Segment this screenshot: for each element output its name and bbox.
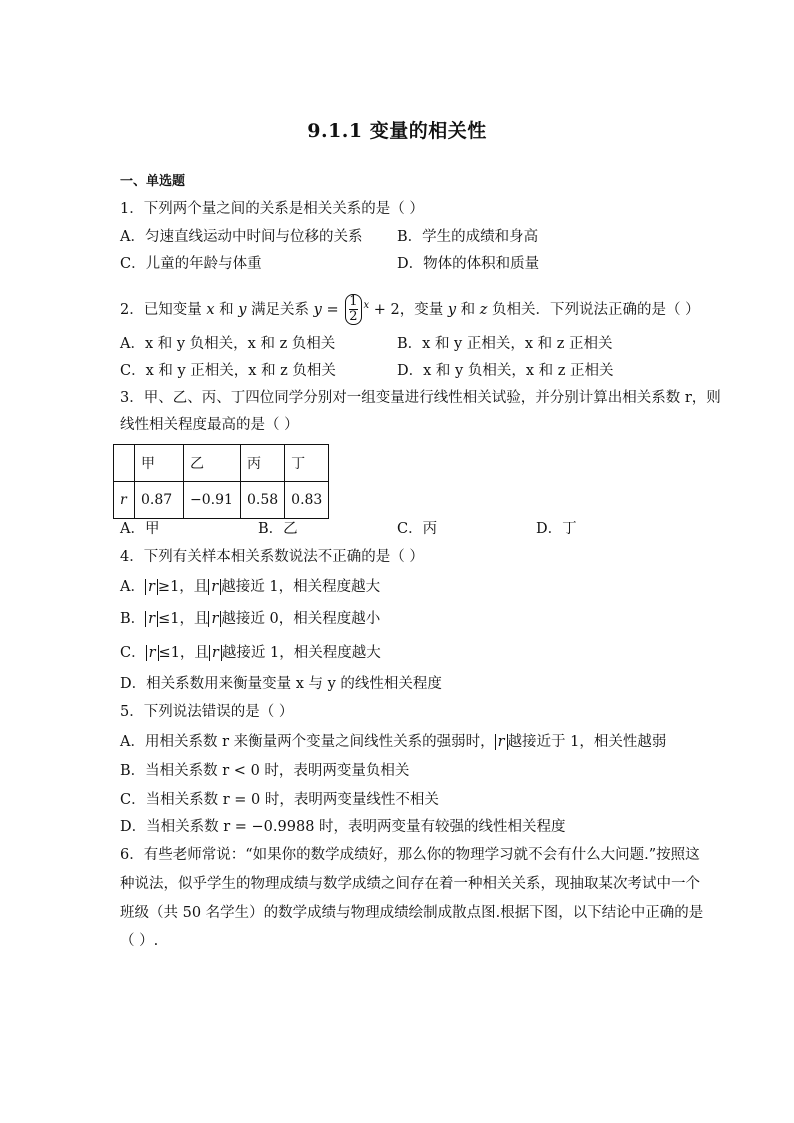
correlation-table bbox=[113, 444, 329, 519]
q2-stem-part: + 2，变量 bbox=[373, 301, 444, 318]
q1-option-b: B．学生的成绩和身高 bbox=[397, 229, 539, 245]
q5-option-b: B．当相关系数 r < 0 时，表明两变量负相关 bbox=[120, 763, 410, 779]
table-header-cell: 甲 bbox=[135, 445, 184, 482]
table-row bbox=[114, 482, 329, 519]
q4-option-b bbox=[120, 609, 380, 629]
table-cell: −0.91 bbox=[184, 482, 241, 519]
q2-stem-part: 2．已知变量 bbox=[120, 301, 202, 318]
option-letter: B． bbox=[120, 611, 146, 627]
fraction-denominator: 2 bbox=[349, 309, 358, 325]
exponent-x: x bbox=[363, 300, 370, 311]
option-text: ≥1，且 bbox=[157, 579, 209, 595]
q3-stem-line2: 线性相关程度最高的是（ ） bbox=[120, 417, 299, 433]
q6-line2: 种说法，似乎学生的物理成绩与数学成绩之间存在着一种相关关系，现抽取某次考试中一个 bbox=[120, 876, 700, 892]
q3-option-d: D．丁 bbox=[536, 521, 577, 537]
q4-stem: 4．下列有关样本相关系数说法不正确的是（ ） bbox=[120, 549, 424, 565]
fraction-numerator: 1 bbox=[349, 294, 358, 310]
q6-line1: 6．有些老师常说：“如果你的数学成绩好，那么你的物理学习就不会有什么大问题.”按照这 bbox=[120, 847, 700, 863]
q6-line4: （ ）. bbox=[120, 933, 159, 949]
q2-stem-part: 满足关系 bbox=[251, 301, 310, 318]
option-letter: C． bbox=[120, 645, 146, 661]
option-text: 越接近 1，相关程度越大 bbox=[221, 645, 381, 661]
option-text: 越接近 1，相关程度越大 bbox=[221, 579, 381, 595]
q2-option-c: C．x 和 y 正相关，x 和 z 负相关 bbox=[120, 363, 336, 379]
abs-r: r bbox=[208, 611, 221, 627]
q4-option-d: D．相关系数用来衡量变量 x 与 y 的线性相关程度 bbox=[120, 676, 442, 692]
fraction-half bbox=[345, 294, 361, 325]
option-text: 越接近于 1，相关性越弱 bbox=[507, 734, 667, 750]
option-letter: A． bbox=[120, 579, 145, 595]
option-text: 越接近 0，相关程度越小 bbox=[221, 611, 381, 627]
q3-option-c: C．丙 bbox=[397, 521, 438, 537]
abs-r: r bbox=[209, 645, 222, 661]
var-y: y bbox=[238, 301, 247, 318]
table-cell: 0.83 bbox=[285, 482, 329, 519]
q1-option-a: A．匀速直线运动中时间与位移的关系 bbox=[120, 229, 363, 245]
table-header-row bbox=[114, 445, 329, 482]
page-title: 9.1.1 变量的相关性 bbox=[307, 120, 487, 142]
option-text: ≤1，且 bbox=[158, 611, 209, 627]
q5-stem: 5．下列说法错误的是（ ） bbox=[120, 704, 294, 720]
q2-option-a: A．x 和 y 负相关，x 和 z 负相关 bbox=[120, 336, 336, 352]
table-cell bbox=[114, 445, 135, 482]
table-cell: 0.87 bbox=[135, 482, 184, 519]
table-header-cell: 乙 bbox=[184, 445, 241, 482]
q6-line3: 班级（共 50 名学生）的数学成绩与物理成绩绘制成散点图.根据下图，以下结论中正确的是 bbox=[120, 905, 704, 921]
q1-option-d: D．物体的体积和质量 bbox=[397, 256, 540, 272]
q2-option-b: B．x 和 y 正相关，x 和 z 正相关 bbox=[397, 336, 613, 352]
equation-lhs: y = bbox=[313, 301, 339, 318]
abs-r: r bbox=[146, 645, 159, 661]
abs-r: r bbox=[208, 579, 221, 595]
option-text: ≤1，且 bbox=[158, 645, 209, 661]
q4-option-a bbox=[120, 577, 380, 597]
q5-option-c: C．当相关系数 r = 0 时，表明两变量线性不相关 bbox=[120, 792, 439, 808]
q2-stem bbox=[120, 290, 700, 326]
abs-r: r bbox=[145, 611, 158, 627]
q3-stem-line1: 3．甲、乙、丙、丁四位同学分别对一组变量进行线性相关试验，并分别计算出相关系数 r，则 bbox=[120, 390, 721, 406]
q5-option-a bbox=[120, 732, 666, 752]
q3-option-b: B．乙 bbox=[258, 521, 298, 537]
option-text: A．用相关系数 r 来衡量两个变量之间线性关系的强弱时， bbox=[120, 734, 495, 750]
abs-r: r bbox=[495, 734, 508, 750]
q2-stem-part: 和 bbox=[460, 301, 476, 318]
q5-option-d: D．当相关系数 r = −0.9988 时，表明两变量有较强的线性相关程度 bbox=[120, 819, 566, 835]
table-row-label: r bbox=[114, 482, 135, 519]
table-cell: 0.58 bbox=[241, 482, 285, 519]
q4-option-c bbox=[120, 643, 381, 663]
q2-stem-part: 和 bbox=[219, 301, 234, 318]
q2-stem-part: 负相关．下列说法正确的是（ ） bbox=[492, 301, 700, 318]
q1-stem: 1．下列两个量之间的关系是相关关系的是（ ） bbox=[120, 201, 424, 217]
section-heading: 一、单选题 bbox=[120, 174, 186, 189]
var-y: y bbox=[447, 301, 457, 318]
q1-option-c: C．儿童的年龄与体重 bbox=[120, 256, 262, 272]
abs-r: r bbox=[145, 579, 158, 595]
table-header-cell: 丙 bbox=[241, 445, 285, 482]
var-x: x bbox=[206, 301, 215, 318]
table-header-cell: 丁 bbox=[285, 445, 329, 482]
q2-option-d: D．x 和 y 负相关，x 和 z 正相关 bbox=[397, 363, 614, 379]
var-z: z bbox=[479, 301, 488, 318]
q3-option-a: A．甲 bbox=[120, 521, 160, 537]
